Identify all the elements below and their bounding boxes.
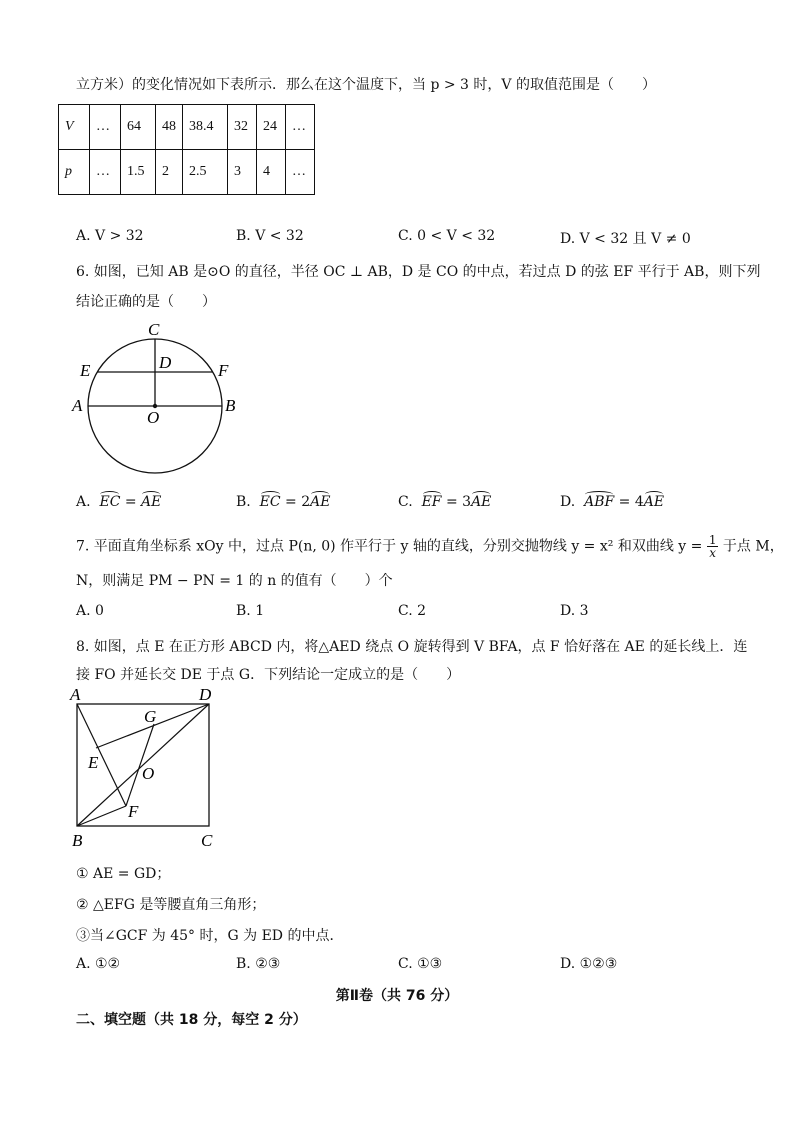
q8-option-c: C. ①③ [398,956,443,972]
q6-text-line2: 结论正确的是（ ） [76,294,216,310]
arc: AE [643,494,665,510]
table-cell: 2.5 [183,150,228,195]
q7-option-c: C. 2 [398,603,427,619]
q8-option-b: B. ②③ [236,956,281,972]
fraction-denominator: x [709,546,717,560]
fraction [707,534,719,559]
arc: AE [141,494,162,510]
section-title: 第Ⅱ卷（共 76 分） [335,988,459,1004]
q7-option-d: D. 3 [560,603,589,619]
table-cell: 38.4 [183,105,228,150]
table-cell: … [90,105,121,150]
label-d: D [199,686,212,704]
q5-option-b: B. V < 32 [236,228,304,244]
option-mid: = 4 [614,494,644,510]
label-c: C [148,320,160,339]
q8-option-a: A. ①② [76,956,121,972]
table-row [59,150,315,195]
table-cell: 1.5 [121,150,156,195]
option-prefix: D. [560,494,576,510]
label-f: F [128,802,139,821]
label-d: D [159,353,172,372]
table-cell: 4 [257,150,286,195]
fraction-numerator: 1 [708,533,717,547]
table-cell: 2 [156,150,183,195]
label-e: E [88,753,99,772]
table-cell: … [286,105,315,150]
q7-text-b: 于点 M， [722,538,784,555]
table-cell: 24 [257,105,286,150]
table-row [59,105,315,150]
label-a: A [70,686,81,704]
q7-text-line2: N，则满足 PM − PN = 1 的 n 的值有（ ）个 [76,573,393,589]
option-mid: = 2 [280,494,311,510]
q8-option-d: D. ①②③ [560,956,618,972]
q8-text-line1: 8. 如图，点 E 在正方形 ABCD 内，将△AED 绕点 O 旋转得到 V BFA，点 F 恰好落在 AE 的延长线上．连 [76,639,748,655]
label-b: B [72,831,83,850]
q8-statement-3: ③当∠GCF 为 45° 时，G 为 ED 的中点． [76,928,344,944]
table-cell: 64 [121,105,156,150]
line-bf [77,806,126,826]
label-b: B [225,396,236,415]
table-cell: 48 [156,105,183,150]
table-cell: … [90,150,121,195]
option-mid: = [120,494,142,510]
arc: EF [421,494,442,510]
q5-option-a: A. V > 32 [76,228,144,244]
arc: AE [310,494,331,510]
square-figure [66,686,226,852]
table-cell: V [59,105,90,150]
q8-statement-2: ② △EFG 是等腰直角三角形； [76,897,266,913]
label-o: O [142,764,155,783]
q7-option-b: B. 1 [236,603,265,619]
q7-text-line1 [76,534,784,559]
q6-text-line1: 6. 如图，已知 AB 是⊙O 的直径，半径 OC ⊥ AB，D 是 CO 的中点，若过点 D 的弦 EF 平行于 AB，则下列 [76,264,761,280]
q5-option-c: C. 0 < V < 32 [398,228,496,244]
q8-text-line2: 接 FO 并延长交 DE 于点 G．下列结论一定成立的是（ ） [76,667,461,683]
q5-intro: 立方米）的变化情况如下表所示．那么在这个温度下，当 p > 3 时，V 的取值范围是（ ） [76,77,656,93]
label-o: O [147,408,160,427]
q8-statement-1: ① AE = GD； [76,866,171,882]
arc: EC [99,494,121,510]
label-c: C [201,831,213,850]
circle-figure [70,318,250,478]
table-cell: … [286,150,315,195]
table-cell: 32 [228,105,257,150]
table-cell: p [59,150,90,195]
arc: ABF [584,494,615,510]
q6-option-c [398,494,491,510]
q6-option-d [560,494,664,510]
label-f: F [218,361,229,380]
option-prefix: C. [398,494,413,510]
pv-table [58,104,315,195]
option-prefix: B. [236,494,251,510]
arc: AE [471,494,492,510]
q7-text-a: 7. 平面直角坐标系 xOy 中，过点 P(n, 0) 作平行于 y 轴的直线，分别交抛物线 y = x² 和双曲线 y = [76,538,703,555]
section-subtitle: 二、填空题（共 18 分，每空 2 分） [76,1012,307,1028]
q7-option-a: A. 0 [76,603,104,619]
option-mid: = 3 [441,494,472,510]
option-prefix: A. [76,494,91,510]
line-af [77,704,126,806]
q5-option-d: D. V < 32 且 V ≠ 0 [560,231,691,247]
q6-option-a [76,494,161,510]
label-a: A [72,396,83,415]
label-g: G [144,707,157,726]
table-cell: 3 [228,150,257,195]
q6-option-b [236,494,330,510]
label-e: E [80,361,91,380]
arc: EC [259,494,281,510]
